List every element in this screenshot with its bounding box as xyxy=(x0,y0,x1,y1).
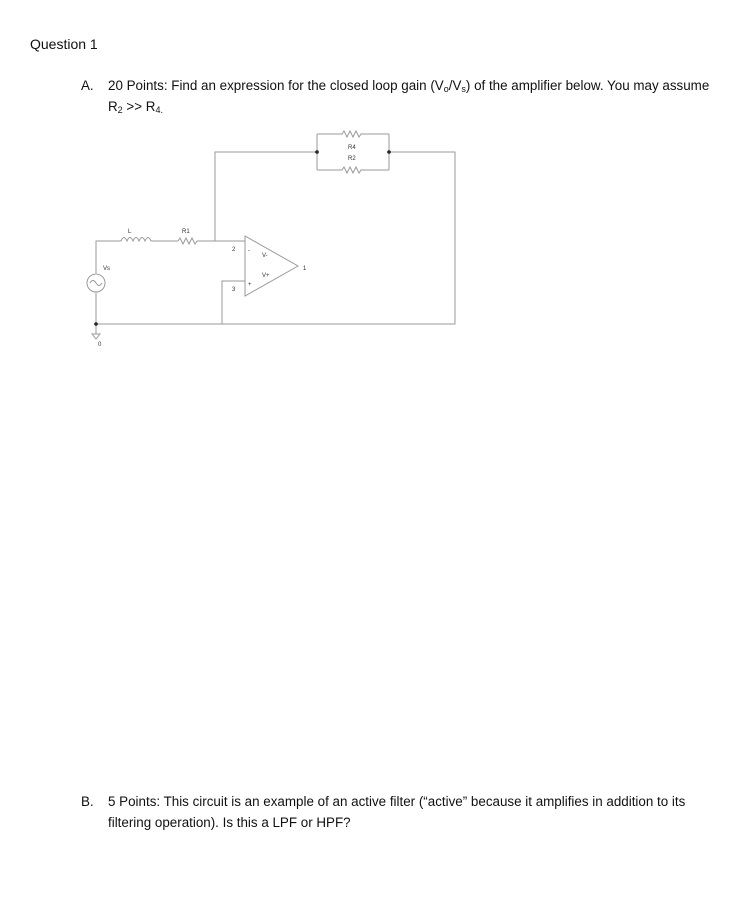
sine-icon xyxy=(90,281,102,286)
part-a-text: 20 Points: Find an expression for the closed loop gain $(V_o/V_s)$ of the amplifier below. You may assume $R_2 >> R_{4.}$ xyxy=(108,78,710,115)
question-heading: Question 1 xyxy=(30,36,98,52)
node-dot xyxy=(315,150,319,154)
part-b-marker: B. xyxy=(81,794,94,809)
label-r4: R4 xyxy=(348,145,356,151)
part-b xyxy=(81,791,721,833)
label-vminus: V- xyxy=(262,253,268,259)
label-pin3: 3 xyxy=(232,287,236,293)
inductor-l xyxy=(121,238,151,242)
node-dot xyxy=(387,150,391,154)
part-b-text: 5 Points: This circuit is an example of an active filter (“active” because it amplifies in addition to its filtering operation). Is this a LPF or HPF? xyxy=(108,794,686,830)
label-l: L xyxy=(128,229,132,235)
resistor-r1 xyxy=(178,238,245,244)
resistor-r2 xyxy=(317,167,389,173)
label-ground: 0 xyxy=(98,342,102,348)
resistor-r4 xyxy=(317,131,389,137)
noninverting-wire xyxy=(96,281,245,324)
feedback-wire-right xyxy=(222,152,455,324)
label-r2: R2 xyxy=(348,156,356,162)
label-pin1: 1 xyxy=(303,266,307,272)
label-r1: R1 xyxy=(182,229,190,235)
part-a-marker: A. xyxy=(81,78,94,93)
op-amp-symbol xyxy=(245,236,298,296)
ground-icon xyxy=(92,334,100,339)
node-dot xyxy=(94,322,98,326)
label-pin2: 2 xyxy=(232,247,236,253)
feedback-wire-left xyxy=(215,152,317,241)
label-vplus: V+ xyxy=(262,273,270,279)
label-minus-sign: - xyxy=(248,248,250,254)
label-plus-sign: + xyxy=(248,282,252,288)
label-vs: Vs xyxy=(103,266,111,272)
